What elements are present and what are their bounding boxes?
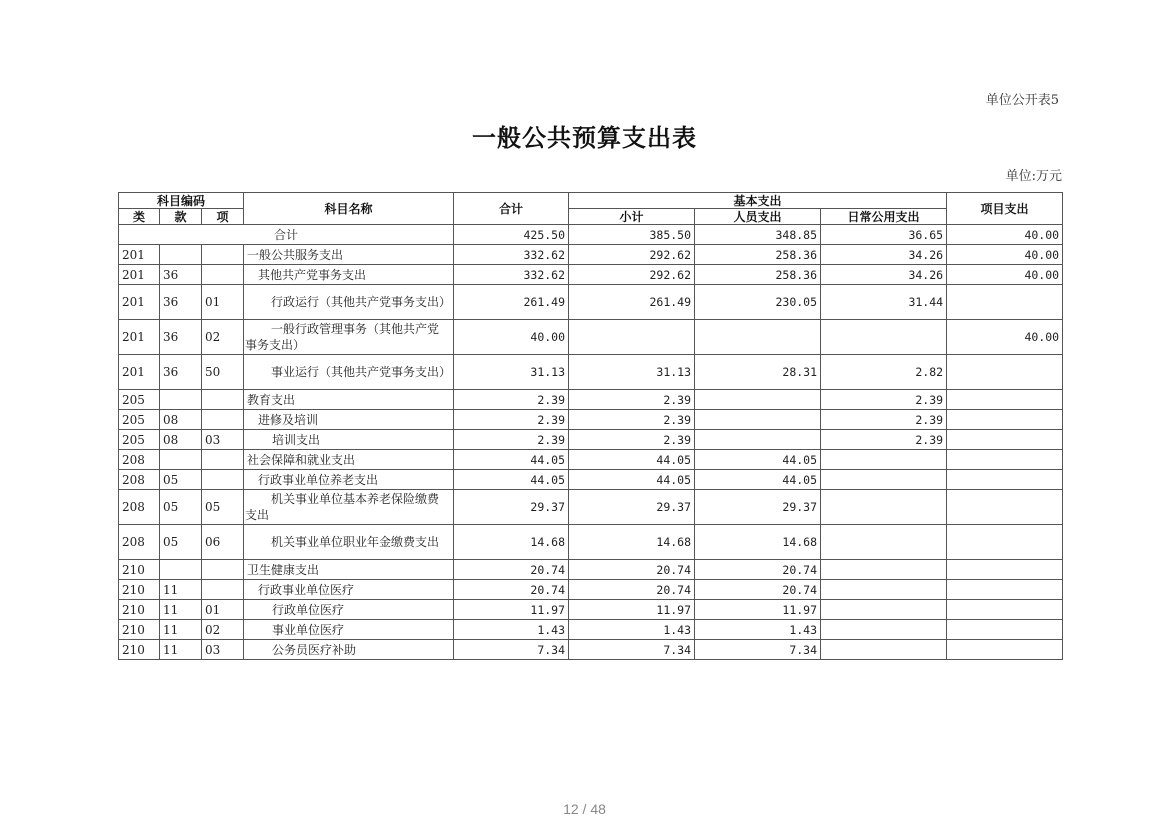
table-row [119, 410, 1063, 430]
subject-name-cell: 事业单位医疗 [244, 620, 454, 640]
project-cell [947, 490, 1063, 525]
table-row [119, 560, 1063, 580]
lei-cell: 208 [119, 525, 160, 560]
kuan-cell: 36 [160, 285, 202, 320]
total-cell: 2.39 [454, 390, 569, 410]
personnel-cell: 20.74 [695, 560, 821, 580]
personnel-cell: 258.36 [695, 245, 821, 265]
total-cell: 14.68 [454, 525, 569, 560]
personnel-cell: 258.36 [695, 265, 821, 285]
lei-cell: 210 [119, 580, 160, 600]
public-cell: 34.26 [821, 265, 947, 285]
total-cell: 44.05 [454, 470, 569, 490]
public-cell [821, 525, 947, 560]
public-cell [821, 490, 947, 525]
table-row [119, 450, 1063, 470]
header-project-expenditure: 项目支出 [947, 193, 1063, 225]
header-total: 合计 [454, 193, 569, 225]
total-cell: 332.62 [454, 265, 569, 285]
total-cell: 2.39 [454, 410, 569, 430]
subject-name-cell: 进修及培训 [244, 410, 454, 430]
lei-cell: 201 [119, 355, 160, 390]
kuan-cell [160, 450, 202, 470]
table-row [119, 285, 1063, 320]
lei-cell: 208 [119, 450, 160, 470]
header-subtotal: 小计 [569, 209, 695, 225]
total-cell: 425.50 [454, 225, 569, 245]
lei-cell: 205 [119, 430, 160, 450]
project-cell [947, 525, 1063, 560]
subtotal-cell: 11.97 [569, 600, 695, 620]
header-subject-name: 科目名称 [244, 193, 454, 225]
xiang-cell: 01 [202, 285, 244, 320]
public-cell: 34.26 [821, 245, 947, 265]
personnel-cell: 44.05 [695, 450, 821, 470]
subject-name-cell: 行政单位医疗 [244, 600, 454, 620]
header-basic-expenditure: 基本支出 [569, 193, 947, 209]
kuan-cell: 11 [160, 640, 202, 660]
personnel-cell: 11.97 [695, 600, 821, 620]
public-cell [821, 560, 947, 580]
subtotal-cell: 2.39 [569, 410, 695, 430]
total-label: 合计 [119, 225, 454, 245]
public-cell: 2.82 [821, 355, 947, 390]
kuan-cell [160, 560, 202, 580]
total-row [119, 225, 1063, 245]
page-indicator: 12 / 48 [563, 801, 606, 817]
subtotal-cell: 29.37 [569, 490, 695, 525]
personnel-cell [695, 430, 821, 450]
personnel-cell [695, 390, 821, 410]
personnel-cell [695, 320, 821, 355]
subtotal-cell: 1.43 [569, 620, 695, 640]
subtotal-cell: 292.62 [569, 265, 695, 285]
table-row [119, 320, 1063, 355]
xiang-cell [202, 580, 244, 600]
xiang-cell [202, 390, 244, 410]
xiang-cell [202, 410, 244, 430]
subject-name-cell: 培训支出 [244, 430, 454, 450]
personnel-cell: 348.85 [695, 225, 821, 245]
subject-name-cell: 公务员医疗补助 [244, 640, 454, 660]
total-cell: 11.97 [454, 600, 569, 620]
kuan-cell: 05 [160, 490, 202, 525]
subtotal-cell: 44.05 [569, 470, 695, 490]
header-kuan: 款 [160, 209, 202, 225]
table-row [119, 620, 1063, 640]
subject-name-cell: 一般行政管理事务（其他共产党事务支出） [244, 320, 454, 355]
project-cell [947, 560, 1063, 580]
personnel-cell: 14.68 [695, 525, 821, 560]
personnel-cell: 7.34 [695, 640, 821, 660]
lei-cell: 210 [119, 620, 160, 640]
subject-name-cell: 卫生健康支出 [244, 560, 454, 580]
total-cell: 40.00 [454, 320, 569, 355]
public-cell: 2.39 [821, 390, 947, 410]
page-title: 一般公共预算支出表 [472, 123, 697, 152]
table-row [119, 470, 1063, 490]
table-row [119, 430, 1063, 450]
xiang-cell: 50 [202, 355, 244, 390]
subject-name-cell: 机关事业单位职业年金缴费支出 [244, 525, 454, 560]
kuan-cell: 05 [160, 470, 202, 490]
xiang-cell: 02 [202, 620, 244, 640]
kuan-cell: 36 [160, 355, 202, 390]
personnel-cell: 230.05 [695, 285, 821, 320]
public-cell [821, 450, 947, 470]
header-public: 日常公用支出 [821, 209, 947, 225]
kuan-cell: 05 [160, 525, 202, 560]
lei-cell: 210 [119, 640, 160, 660]
table-row [119, 265, 1063, 285]
header-lei: 类 [119, 209, 160, 225]
subtotal-cell: 7.34 [569, 640, 695, 660]
kuan-cell: 11 [160, 580, 202, 600]
project-cell [947, 600, 1063, 620]
project-cell: 40.00 [947, 225, 1063, 245]
project-cell [947, 355, 1063, 390]
table-header [119, 193, 1063, 225]
total-cell: 20.74 [454, 560, 569, 580]
subtotal-cell: 292.62 [569, 245, 695, 265]
personnel-cell: 28.31 [695, 355, 821, 390]
subject-name-cell: 一般公共服务支出 [244, 245, 454, 265]
subtotal-cell: 31.13 [569, 355, 695, 390]
project-cell: 40.00 [947, 245, 1063, 265]
kuan-cell: 36 [160, 320, 202, 355]
kuan-cell: 08 [160, 430, 202, 450]
table-row [119, 490, 1063, 525]
public-cell [821, 640, 947, 660]
subtotal-cell: 20.74 [569, 560, 695, 580]
xiang-cell [202, 560, 244, 580]
form-number-label: 单位公开表5 [985, 93, 1059, 108]
subject-name-cell: 教育支出 [244, 390, 454, 410]
lei-cell: 205 [119, 410, 160, 430]
lei-cell: 201 [119, 320, 160, 355]
total-cell: 1.43 [454, 620, 569, 640]
personnel-cell [695, 410, 821, 430]
subtotal-cell: 14.68 [569, 525, 695, 560]
project-cell [947, 580, 1063, 600]
project-cell [947, 410, 1063, 430]
subject-name-cell: 行政运行（其他共产党事务支出） [244, 285, 454, 320]
lei-cell: 210 [119, 600, 160, 620]
xiang-cell: 03 [202, 430, 244, 450]
lei-cell: 201 [119, 285, 160, 320]
xiang-cell: 05 [202, 490, 244, 525]
personnel-cell: 29.37 [695, 490, 821, 525]
xiang-cell [202, 265, 244, 285]
subtotal-cell: 20.74 [569, 580, 695, 600]
project-cell [947, 390, 1063, 410]
header-subject-code: 科目编码 [119, 193, 244, 209]
subtotal-cell: 385.50 [569, 225, 695, 245]
public-cell: 2.39 [821, 430, 947, 450]
lei-cell: 201 [119, 265, 160, 285]
project-cell [947, 430, 1063, 450]
total-cell: 261.49 [454, 285, 569, 320]
public-cell [821, 320, 947, 355]
currency-unit-label: 单位:万元 [1005, 169, 1062, 184]
subject-name-cell: 其他共产党事务支出 [244, 265, 454, 285]
public-cell: 31.44 [821, 285, 947, 320]
subtotal-cell [569, 320, 695, 355]
subtotal-cell: 44.05 [569, 450, 695, 470]
budget-expenditure-table [118, 192, 1063, 660]
public-cell: 36.65 [821, 225, 947, 245]
project-cell: 40.00 [947, 265, 1063, 285]
lei-cell: 208 [119, 490, 160, 525]
lei-cell: 208 [119, 470, 160, 490]
lei-cell: 205 [119, 390, 160, 410]
subject-name-cell: 行政事业单位医疗 [244, 580, 454, 600]
xiang-cell: 02 [202, 320, 244, 355]
public-cell [821, 470, 947, 490]
kuan-cell: 11 [160, 600, 202, 620]
kuan-cell: 36 [160, 265, 202, 285]
total-cell: 332.62 [454, 245, 569, 265]
project-cell [947, 620, 1063, 640]
personnel-cell: 1.43 [695, 620, 821, 640]
public-cell [821, 600, 947, 620]
table-row [119, 355, 1063, 390]
lei-cell: 201 [119, 245, 160, 265]
public-cell [821, 580, 947, 600]
total-cell: 20.74 [454, 580, 569, 600]
table-row [119, 525, 1063, 560]
xiang-cell: 01 [202, 600, 244, 620]
total-cell: 2.39 [454, 430, 569, 450]
total-cell: 7.34 [454, 640, 569, 660]
xiang-cell [202, 450, 244, 470]
total-cell: 31.13 [454, 355, 569, 390]
subject-name-cell: 社会保障和就业支出 [244, 450, 454, 470]
public-cell [821, 620, 947, 640]
subtotal-cell: 2.39 [569, 390, 695, 410]
public-cell: 2.39 [821, 410, 947, 430]
project-cell [947, 640, 1063, 660]
header-xiang: 项 [202, 209, 244, 225]
subtotal-cell: 2.39 [569, 430, 695, 450]
project-cell [947, 450, 1063, 470]
project-cell [947, 470, 1063, 490]
xiang-cell [202, 470, 244, 490]
xiang-cell: 06 [202, 525, 244, 560]
table-row [119, 580, 1063, 600]
project-cell [947, 285, 1063, 320]
total-cell: 29.37 [454, 490, 569, 525]
subject-name-cell: 事业运行（其他共产党事务支出） [244, 355, 454, 390]
table-row [119, 390, 1063, 410]
xiang-cell: 03 [202, 640, 244, 660]
total-cell: 44.05 [454, 450, 569, 470]
xiang-cell [202, 245, 244, 265]
personnel-cell: 44.05 [695, 470, 821, 490]
table-row [119, 600, 1063, 620]
kuan-cell: 08 [160, 410, 202, 430]
header-personnel: 人员支出 [695, 209, 821, 225]
lei-cell: 210 [119, 560, 160, 580]
table-row [119, 245, 1063, 265]
project-cell: 40.00 [947, 320, 1063, 355]
kuan-cell [160, 390, 202, 410]
personnel-cell: 20.74 [695, 580, 821, 600]
subtotal-cell: 261.49 [569, 285, 695, 320]
subject-name-cell: 机关事业单位基本养老保险缴费支出 [244, 490, 454, 525]
subject-name-cell: 行政事业单位养老支出 [244, 470, 454, 490]
kuan-cell [160, 245, 202, 265]
kuan-cell: 11 [160, 620, 202, 640]
table-row [119, 640, 1063, 660]
